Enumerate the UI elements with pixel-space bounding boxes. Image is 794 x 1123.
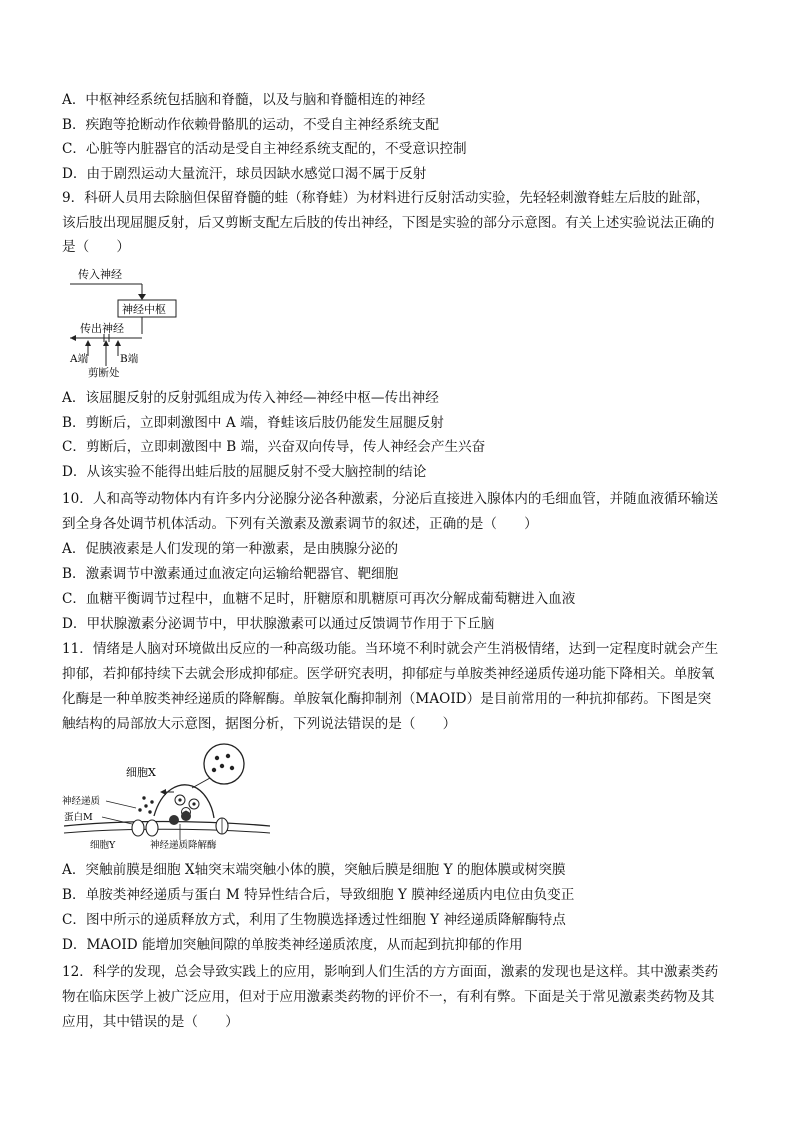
protein-m-receptor [146,820,158,836]
q9-option-a: A．该屈腿反射的反射弧组成为传入神经—神经中枢—传出神经 [62,390,439,406]
end-b-label: B端 [120,353,139,365]
q11-option-b: B．单胺类神经递质与蛋白 M 特异性结合后，导致细胞 Y 膜神经递质内电位由负变正 [62,887,575,903]
q11-option-d: D．MAOID 能增加突触间隙的单胺类神经递质浓度，从而起到抗抑郁的作用 [62,937,523,953]
q9-option-c: C．剪断后，立即刺激图中 B 端，兴奋双向传导，传人神经会产生兴奋 [62,439,486,455]
q10-option-a: A．促胰液素是人们发现的第一种激素，是由胰腺分泌的 [62,541,399,557]
q11-stem-line-3: 化酶是一种单胺类神经递质的降解酶。单胺氧化酶抑制剂（MAOID）是目前常用的一种抗抑郁药。下图是突 [62,691,712,707]
q9-stem-line-2: 该后肢出现屈腿反射，后又剪断支配左后肢的传出神经，下图是实验的部分示意图。有关上述实验说法正确的 [62,215,715,231]
protein-m-label: 蛋白M [64,812,93,823]
transmitter-label: 神经递质 [62,796,101,807]
q12-stem-line-2: 物在临床医学上被广泛应用，但对于应用激素类药物的评价不一，有利有弊。下面是关于常见激素类药物及其 [62,989,715,1005]
q9-stem-line-1: 9．科研人员用去除脑但保留脊髓的蛙（称脊蛙）为材料进行反射活动实验，先轻轻刺激脊蛙左后肢的趾部， [62,190,710,206]
enzyme-label: 神经递质降解酶 [150,840,217,851]
afferent-nerve-label: 传入神经 [78,268,122,281]
q10-option-d: D．甲状腺激素分泌调节中，甲状腺激素可以通过反馈调节作用于下丘脑 [62,616,495,632]
synapse-figure [62,738,282,852]
q11-stem-line-1: 11．情绪是人脑对环境做出反应的一种高级功能。当环境不利时就会产生消极情绪，达到一定程度时就会产生 [62,641,719,657]
enzyme-blob [181,811,191,821]
q8-option-c: C．心脏等内脏器官的活动是受自主神经系统支配的，不受意识控制 [62,141,467,157]
q10-option-b: B．激素调节中激素通过血液定向运输给靶器官、靶细胞 [62,566,399,582]
q11-stem-line-4: 触结构的局部放大示意图，据图分析，下列说法错误的是（ ） [62,716,457,732]
arrow-left-icon [70,335,76,341]
protein-m-receptor [132,820,144,836]
cell-y-label: 细胞Y [90,840,116,851]
q10-stem-line-2: 到全身各处调节机体活动。下列有关激素及激素调节的叙述，正确的是（ ） [62,516,538,532]
arrow-down-icon [138,294,146,300]
q10-option-c: C．血糖平衡调节过程中，血糖不足时，肝糖原和肌糖原可再次分解成葡萄糖进入血液 [62,591,576,607]
q11-option-c: C．图中所示的递质释放方式，利用了生物膜选择透过性细胞 Y 神经递质降解酶特点 [62,912,566,928]
q9-option-b: B．剪断后，立即刺激图中 A 端，脊蛙该后肢仍能发生屈腿反射 [62,415,444,431]
arrow-up-icon [115,340,121,346]
cell-x-label: 细胞X [126,766,156,779]
q11-stem-line-2: 抑郁，若抑郁持续下去就会形成抑郁症。医学研究表明，抑郁症与单胺类神经递质传递功能下降相关。单胺氧 [62,666,715,682]
end-a-label: A端 [70,353,89,365]
q12-stem-line-1: 12．科学的发现，总会导致实践上的应用，影响到人们生活的方方面面，激素的发现也是这样。其中激素类药 [62,964,719,980]
q11-option-a: A．突触前膜是细胞 X轴突末端突触小体的膜，突触后膜是细胞 Y 的胞体膜或树突膜 [62,862,566,878]
q12-stem-line-3: 应用，其中错误的是（ ） [62,1014,239,1030]
cut-point-label: 剪断处 [88,367,120,379]
arrow-left-icon [160,789,166,795]
q8-option-b: B．疾跑等抢断动作依赖骨骼肌的运动，不受自主神经系统支配 [62,117,440,133]
postsynaptic-membrane [64,822,270,827]
q8-option-d: D．由于剧烈运动大量流汗，球员因缺水感觉口渴不属于反射 [62,166,427,182]
enzyme-blob [169,815,179,825]
q9-stem-line-3: 是（ ） [62,239,130,255]
efferent-nerve-label: 传出神经 [80,322,124,335]
q8-option-a: A．中枢神经系统包括脑和脊髓，以及与脑和脊髓相连的神经 [62,92,426,108]
arrow-up-icon [85,340,91,346]
nerve-center-label: 神经中枢 [122,303,166,316]
q9-option-d: D．从该实验不能得出蛙后肢的屈腿反射不受大脑控制的结论 [62,464,427,480]
q10-stem-line-1: 10．人和高等动物体内有许多内分泌腺分泌各种激素，分泌后直接进入腺体内的毛细血管，并随血液循环输送 [62,491,719,507]
reflex-arc-figure [62,262,192,380]
